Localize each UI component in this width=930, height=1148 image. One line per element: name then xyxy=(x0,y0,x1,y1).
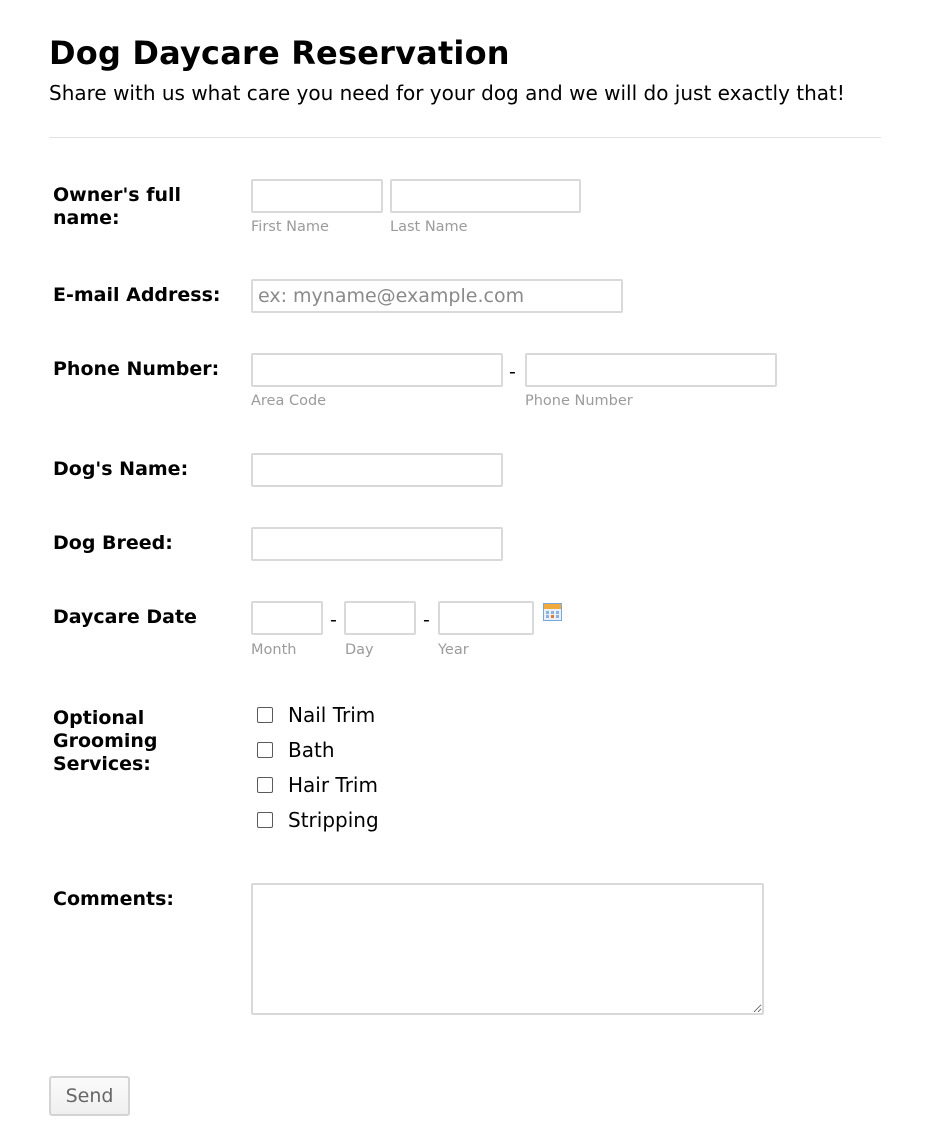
header-divider xyxy=(49,137,881,138)
last-name-input[interactable] xyxy=(390,179,581,213)
bath-checkbox[interactable] xyxy=(257,742,273,758)
last-name-sublabel: Last Name xyxy=(390,219,468,235)
grooming-option-bath[interactable] xyxy=(257,738,335,762)
hair-trim-label[interactable]: Hair Trim xyxy=(288,773,378,797)
daycare-date-label: Daycare Date xyxy=(53,606,197,628)
dog-name-input[interactable] xyxy=(251,453,503,487)
area-code-sublabel: Area Code xyxy=(251,393,327,409)
area-code-input[interactable] xyxy=(251,353,503,387)
stripping-checkbox[interactable] xyxy=(257,812,273,828)
owner-name-label: Owner's full name: xyxy=(53,184,182,229)
nail-trim-label[interactable]: Nail Trim xyxy=(288,703,376,727)
phone-label: Phone Number: xyxy=(53,358,220,380)
send-button[interactable]: Send xyxy=(49,1076,130,1116)
year-input[interactable] xyxy=(438,601,534,635)
month-sublabel: Month xyxy=(251,642,297,658)
email-input[interactable] xyxy=(251,279,623,313)
comments-textarea[interactable] xyxy=(251,883,764,1015)
day-sublabel: Day xyxy=(345,642,374,658)
month-input[interactable] xyxy=(251,601,323,635)
day-input[interactable] xyxy=(344,601,416,635)
stripping-label[interactable]: Stripping xyxy=(288,808,379,832)
grooming-option-stripping[interactable] xyxy=(257,808,379,832)
first-name-sublabel: First Name xyxy=(251,219,329,235)
date-separator: - xyxy=(423,609,430,631)
hair-trim-checkbox[interactable] xyxy=(257,777,273,793)
email-label: E-mail Address: xyxy=(53,284,221,306)
grooming-option-hair-trim[interactable] xyxy=(257,773,378,797)
calendar-icon[interactable] xyxy=(543,603,562,621)
phone-separator: - xyxy=(509,361,516,383)
dog-breed-input[interactable] xyxy=(251,527,503,561)
nail-trim-checkbox[interactable] xyxy=(257,707,273,723)
grooming-option-nail-trim[interactable] xyxy=(257,703,375,727)
comments-label: Comments: xyxy=(53,888,174,910)
date-separator: - xyxy=(330,609,337,631)
dog-breed-label: Dog Breed: xyxy=(53,532,173,554)
year-sublabel: Year xyxy=(438,642,469,658)
dog-name-label: Dog's Name: xyxy=(53,458,189,480)
first-name-input[interactable] xyxy=(251,179,383,213)
page-title: Dog Daycare Reservation xyxy=(49,34,510,72)
grooming-label: Optional Grooming Services: xyxy=(53,707,158,775)
page-subtitle: Share with us what care you need for your dog and we will do just exactly that! xyxy=(49,81,845,105)
phone-number-sublabel: Phone Number xyxy=(525,393,633,409)
bath-label[interactable]: Bath xyxy=(288,738,335,762)
phone-number-input[interactable] xyxy=(525,353,777,387)
